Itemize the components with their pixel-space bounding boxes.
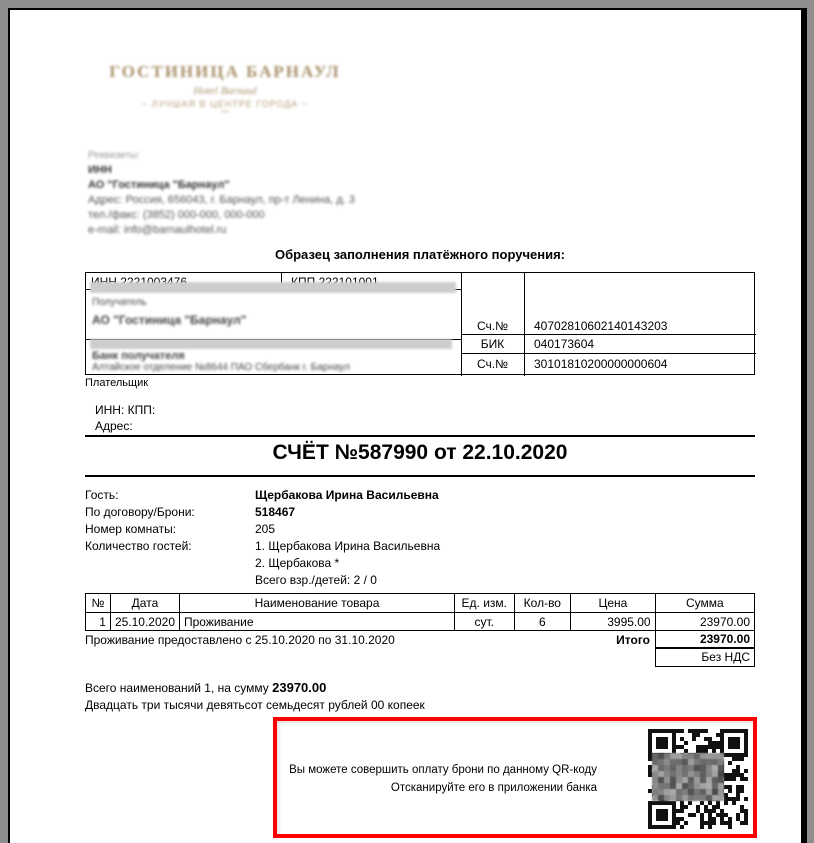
vat-note: Без НДС <box>655 649 755 667</box>
qr-code-blur-overlay <box>652 753 724 801</box>
payer-inn-kpp: ИНН: КПП: <box>95 403 156 417</box>
item-number: 1 <box>86 613 111 631</box>
summary-amount: 23970.00 <box>272 680 327 695</box>
receiver-name-blurred: АО "Гостиница "Барнаул" <box>92 313 247 327</box>
divider-line <box>85 475 755 477</box>
letterhead-address: Адрес: Россия, 656043, г. Барнаул, пр-т Ленина, д. 3 <box>88 194 356 206</box>
bik-label: БИК <box>480 337 505 351</box>
payer-label: Плательщик <box>85 377 149 389</box>
items-header-row <box>86 594 755 613</box>
room-label: Номер комнаты: <box>85 522 177 536</box>
guest-row <box>85 538 440 555</box>
guest-name: Щербакова Ирина Васильевна <box>255 488 439 502</box>
summary-block <box>85 679 425 714</box>
guest-info-block <box>85 487 440 589</box>
payment-sample-title: Образец заполнения платёжного поручения: <box>274 247 566 262</box>
col-header-sum: Сумма <box>655 594 754 613</box>
receiver-label-blurred: Получатель <box>92 297 147 308</box>
guest-row <box>85 572 440 589</box>
qr-instructions <box>287 761 597 797</box>
account-label: Сч.№ <box>477 319 508 333</box>
hotel-logo-script: Hotel Barnaul <box>193 85 257 97</box>
booking-label: По договору/Брони: <box>85 505 195 519</box>
letterhead-line: АО "Гостиница "Барнаул" <box>88 179 230 191</box>
payer-details <box>95 402 155 434</box>
invoice-title: СЧЁТ №587990 от 22.10.2020 <box>272 441 568 464</box>
corr-account-label: Сч.№ <box>477 357 508 371</box>
guest-row <box>85 504 440 521</box>
payment-sample-table <box>85 272 755 375</box>
items-table <box>85 593 755 631</box>
item-price: 3995.00 <box>571 613 655 631</box>
bik-number: 040173604 <box>534 337 595 351</box>
guest-list-item: 1. Щербакова Ирина Васильевна <box>255 539 441 553</box>
item-sum: 23970.00 <box>655 613 754 631</box>
col-header-unit: Ед. изм. <box>454 594 514 613</box>
stay-period-note: Проживание предоставлено с 25.10.2020 по 31.10.2020 <box>85 633 395 647</box>
table-row <box>86 613 755 631</box>
redaction-bar <box>90 282 456 293</box>
guest-row <box>85 487 440 504</box>
total-amount: 23970.00 <box>655 631 755 649</box>
hotel-logo-tagline: ~ ЛУЧШАЯ В ЦЕНТРЕ ГОРОДА ~ <box>141 99 309 109</box>
hotel-logo-ornament: *** <box>220 110 230 117</box>
col-header-name: Наименование товара <box>180 594 455 613</box>
account-number: 40702810602140143203 <box>534 319 668 333</box>
col-header-qty: Кол-во <box>514 594 571 613</box>
document-page <box>8 8 807 843</box>
amount-in-words: Двадцать три тысячи девятьсот семьдесят рублей 00 копеек <box>85 698 425 712</box>
qr-instruction-line2: Отсканируйте его в приложении банка <box>390 782 597 794</box>
booking-number: 518467 <box>255 505 296 519</box>
hotel-contact-block <box>88 148 355 238</box>
guest-label: Гость: <box>85 488 119 502</box>
item-qty: 6 <box>514 613 571 631</box>
guest-count-label: Количество гостей: <box>85 539 192 553</box>
col-header-price: Цена <box>571 594 655 613</box>
bank-label-blurred: Банк получателя <box>92 350 185 362</box>
guest-row <box>85 521 440 538</box>
hotel-logo-title: ГОСТИНИЦА БАРНАУЛ <box>109 62 341 81</box>
letterhead-line: Реквизиты: <box>88 150 140 161</box>
payer-address: Адрес: <box>95 419 133 433</box>
summary-line <box>85 679 425 697</box>
qr-payment-block <box>273 717 757 838</box>
guest-row <box>85 555 440 572</box>
letterhead-line: ИНН <box>88 164 112 176</box>
col-header-date: Дата <box>110 594 179 613</box>
totals-row <box>85 631 755 664</box>
letterhead-email: e-mail: info@barnaulhotel.ru <box>88 224 227 236</box>
summary-count-text: Всего наименований 1, на сумму <box>85 681 273 695</box>
corr-account-number: 30101810200000000604 <box>534 357 668 371</box>
table-divider <box>461 334 756 335</box>
bank-name-blurred: Алтайское отделение №8644 ПАО Сбербанк г. Барнаул <box>92 362 350 373</box>
item-unit: сут. <box>454 613 514 631</box>
redaction-bar <box>90 339 452 349</box>
guest-totals: Всего взр./детей: 2 / 0 <box>255 573 377 587</box>
table-divider <box>524 273 525 376</box>
letterhead-phone: тел./факс: (3852) 000-000, 000-000 <box>88 209 265 221</box>
qr-instruction-line1: Вы можете совершить оплату брони по данному QR-коду <box>289 764 597 776</box>
col-header-number: № <box>86 594 111 613</box>
total-label: Итого <box>616 633 650 647</box>
hotel-logo <box>90 62 360 117</box>
item-name: Проживание <box>180 613 455 631</box>
table-divider <box>461 353 756 354</box>
guest-list-item: 2. Щербакова * <box>255 556 340 570</box>
divider-line <box>85 435 755 437</box>
item-date: 25.10.2020 <box>110 613 179 631</box>
room-number: 205 <box>255 522 276 536</box>
